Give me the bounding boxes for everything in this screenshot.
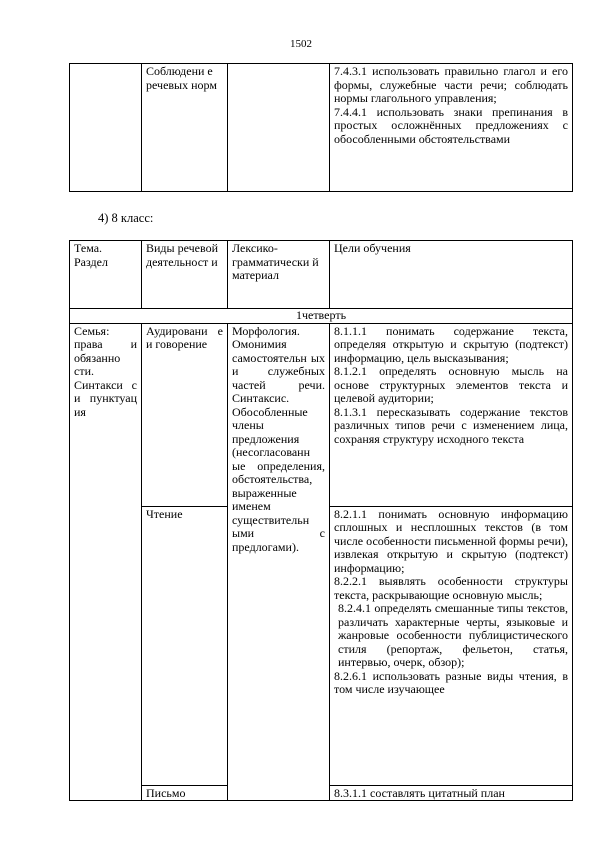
section-heading: 4) 8 класс: <box>98 211 154 225</box>
objectives-cell <box>330 785 573 801</box>
objective-item: 8.2.1.1 понимать основную информацию сплошных и несплошных текстов (в том числе особенности письменной формы речи), извлекая открытую и скрытую (подтекст) информацию; <box>334 506 568 575</box>
header-activity: Виды речевой деятельност и <box>142 241 228 309</box>
objective-item: 7.4.4.1 использовать знаки препинания в простых осложнённых предложениях с обособленными обстоятельствами <box>334 104 568 146</box>
quarter-row <box>70 309 573 324</box>
top-table-row <box>70 64 573 192</box>
header-topic: Тема. Раздел <box>70 241 142 309</box>
activity-cell: Письмо <box>142 785 228 801</box>
objective-item: 8.2.4.1 определять смешанные типы текстов, различать характерные черты, языковые и жанровые особенности публицистического стиля (репортаж, фельетон, статья, интервью, очерк, обзор); <box>338 601 568 669</box>
table-row <box>70 323 573 506</box>
objective-item: 8.3.1.1 составлять цитатный план <box>334 785 505 800</box>
activity-cell: Аудировани е и говорение <box>142 323 228 506</box>
objective-item: 7.4.3.1 использовать правильно глагол и его формы, служебные части речи; соблюдать нормы глагольного управления; <box>334 64 568 105</box>
top-empty-cell-1 <box>70 64 142 192</box>
objective-item: 8.1.3.1 пересказывать содержание текстов различных типов речи с изменением лица, сохраняя структуру исходного текста <box>334 404 568 446</box>
main-table <box>69 240 573 801</box>
top-objectives-cell <box>330 64 573 192</box>
page-number: 1502 <box>290 38 312 50</box>
quarter-label: 1четверть <box>70 309 573 324</box>
topic-cell: Семья: права и обязанно сти. Синтакси с и пунктуац ия <box>70 323 142 801</box>
top-table <box>69 63 573 192</box>
header-material: Лексико-грамматически й материал <box>228 241 330 309</box>
objective-item: 8.2.2.1 выявлять особенности структуры текста, раскрывающие основную мысль; <box>334 574 568 602</box>
top-topic-cell: Соблюдени е речевых норм <box>142 64 228 192</box>
objectives-cell <box>330 506 573 785</box>
objective-item: 8.2.6.1 использовать разные виды чтения, в том числе изучающее <box>334 668 568 696</box>
material-cell: Морфология. Омонимия самостоятельн ых и служебных частей речи. Синтаксис. Обособленные члены предложения (несогласованн ые определения, обстоятельства, выраженные именем существительн ыми с предлогами). <box>228 323 330 801</box>
objectives-cell <box>330 323 573 506</box>
header-row <box>70 241 573 309</box>
header-objectives: Цели обучения <box>330 241 573 309</box>
top-empty-cell-2 <box>228 64 330 192</box>
objective-item: 8.1.1.1 понимать содержание текста, определяя открытую и скрытую (подтекст) информацию, цель высказывания; <box>334 323 568 365</box>
objective-item: 8.1.2.1 определять основную мысль на основе структурных элементов текста и целевой аудитории; <box>334 364 568 405</box>
activity-cell: Чтение <box>142 506 228 785</box>
